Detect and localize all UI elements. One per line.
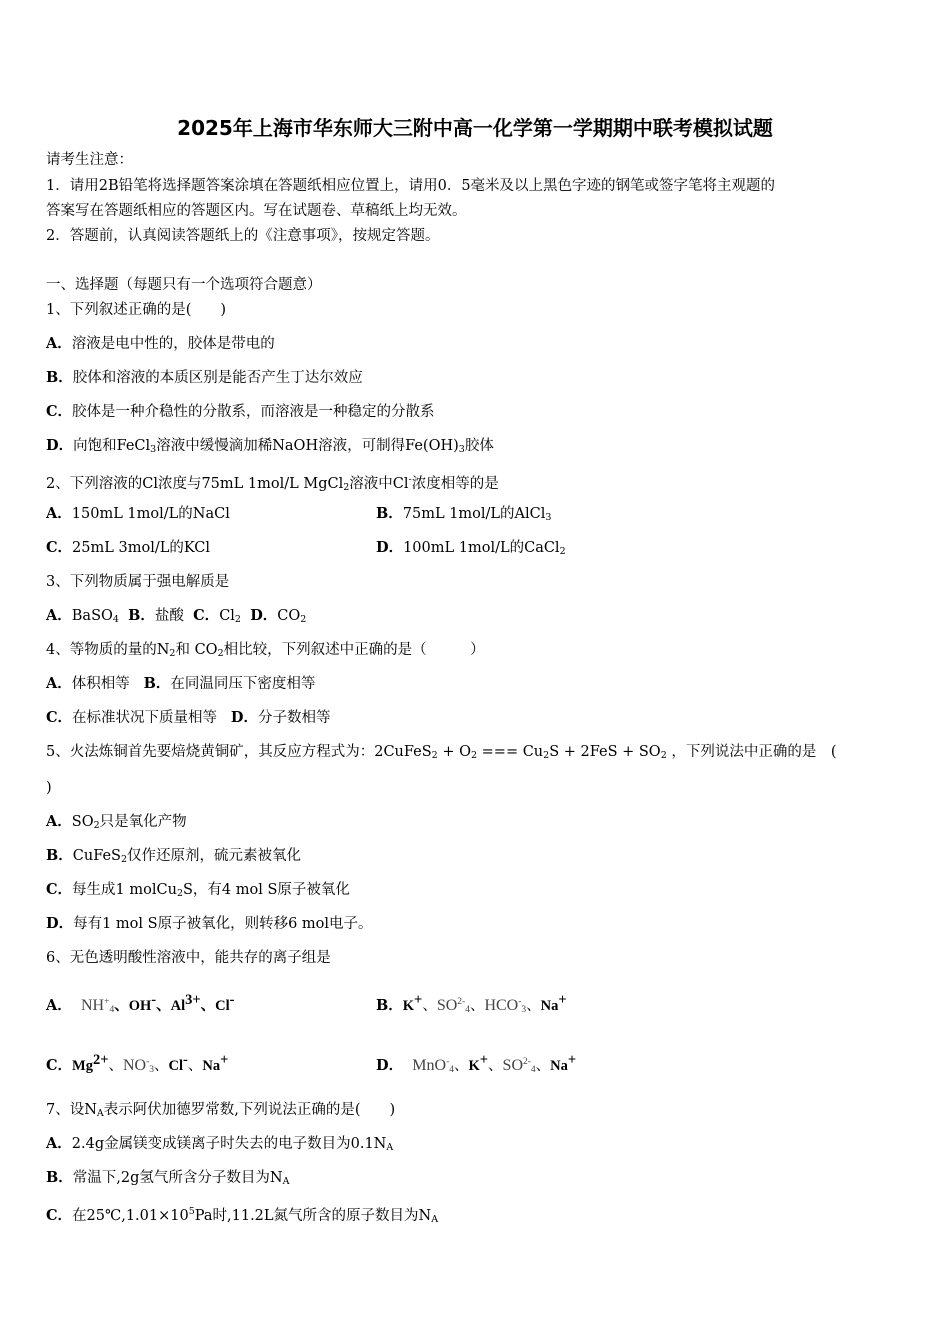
page-title: 2025年上海市华东师大三附中高一化学第一学期期中联考模拟试题 bbox=[177, 116, 773, 140]
separator: 、 bbox=[526, 998, 541, 1014]
q7-option-c bbox=[46, 1202, 438, 1230]
option-text: BaSO bbox=[71, 608, 113, 624]
q2-option-a bbox=[46, 504, 230, 524]
superscript: - bbox=[518, 997, 522, 1007]
ion-formula bbox=[412, 1057, 454, 1074]
q4-options-ab bbox=[46, 674, 315, 694]
subscript: A bbox=[282, 1176, 290, 1187]
ion-text: 、Al bbox=[156, 998, 186, 1014]
option-text: 分子数相等 bbox=[257, 710, 331, 726]
superscript: + bbox=[567, 1052, 577, 1068]
q5-option-b bbox=[46, 846, 301, 870]
option-label: C． bbox=[46, 539, 73, 556]
option-label: B． bbox=[143, 675, 171, 692]
option-text: 在25℃,1.01×10 bbox=[72, 1208, 189, 1224]
option-label: B． bbox=[128, 607, 155, 624]
superscript: 2+ bbox=[92, 1052, 109, 1068]
subscript: 4 bbox=[449, 1065, 454, 1075]
superscript: + bbox=[558, 992, 567, 1008]
subscript: 2 bbox=[169, 648, 176, 659]
option-text: 只是氧化产物 bbox=[99, 814, 187, 830]
q5-option-a bbox=[46, 812, 187, 836]
subscript: 2 bbox=[234, 614, 241, 625]
q6-stem: 6、无色透明酸性溶液中，能共存的离子组是 bbox=[46, 950, 331, 966]
option-label: C． bbox=[46, 1057, 73, 1074]
option-text: 胶体和溶液的本质区别是能否产生丁达尔效应 bbox=[72, 370, 363, 386]
subscript: 2 bbox=[543, 750, 550, 761]
option-label: A． bbox=[46, 813, 72, 830]
option-label: B． bbox=[46, 847, 73, 864]
q2-stem bbox=[46, 470, 499, 498]
option-label: A． bbox=[46, 505, 72, 522]
subscript: A bbox=[386, 1142, 394, 1153]
subscript: A bbox=[431, 1214, 439, 1225]
stem-text: S + 2FeS + SO bbox=[549, 744, 661, 760]
ion-text: HCO bbox=[484, 997, 519, 1014]
separator: 、 bbox=[488, 1058, 503, 1074]
superscript: - bbox=[446, 1057, 450, 1067]
stem-text: 相比较，下列叙述中正确的是（ ） bbox=[223, 642, 485, 658]
superscript: + bbox=[104, 997, 110, 1007]
stem-text: 溶液中Cl bbox=[349, 476, 409, 492]
notice-item-1a: 1．请用2B铅笔将选择题答案涂填在答题纸相应位置上，请用0．5毫米及以上黑色字迹的钢笔或签字笔将主观题的 bbox=[46, 178, 776, 194]
option-label: A． bbox=[46, 607, 72, 624]
ion-text: Na bbox=[550, 1058, 568, 1074]
ion-text: MnO bbox=[412, 1057, 447, 1074]
subscript: 3 bbox=[150, 444, 157, 455]
ion-text: 、Cl bbox=[200, 998, 230, 1014]
stem-text: ，下列说法中正确的是 ( bbox=[666, 744, 837, 760]
ion-formula bbox=[503, 1057, 536, 1074]
q4-stem bbox=[46, 640, 485, 664]
q1-option-d bbox=[46, 436, 494, 460]
stem-text: 表示阿伏加德罗常数,下列说法正确的是( ) bbox=[103, 1102, 396, 1118]
subscript: 3 bbox=[458, 444, 465, 455]
q2-option-d bbox=[376, 538, 566, 562]
superscript: - bbox=[408, 474, 412, 485]
superscript: + bbox=[414, 992, 423, 1008]
option-label: D． bbox=[230, 709, 258, 726]
stem-text: 7、设N bbox=[46, 1102, 97, 1118]
subscript: 4 bbox=[465, 1005, 470, 1015]
notice-heading: 请考生注意： bbox=[46, 152, 133, 168]
q5-stem-cont: ) bbox=[46, 780, 52, 796]
subscript: A bbox=[96, 1108, 104, 1119]
separator: 、 bbox=[454, 1058, 469, 1074]
option-text: SO bbox=[71, 814, 94, 830]
superscript: - bbox=[146, 1057, 150, 1067]
subscript: 2 bbox=[217, 648, 224, 659]
option-text: 150mL 1mol/L的NaCl bbox=[71, 506, 230, 522]
notice-item-1b: 答案写在答题纸相应的答题区内。写在试题卷、草稿纸上均无效。 bbox=[46, 203, 467, 219]
ion-text: K bbox=[402, 998, 415, 1014]
option-text: Cl bbox=[219, 608, 235, 624]
q6-option-c bbox=[46, 1050, 228, 1080]
stem-text: + O bbox=[437, 744, 471, 760]
q7-option-a bbox=[46, 1134, 393, 1158]
subscript: 4 bbox=[530, 1065, 536, 1075]
ion-formula bbox=[123, 1057, 154, 1074]
superscript: - bbox=[183, 1052, 188, 1068]
option-label: A． bbox=[46, 1135, 72, 1152]
option-label: A． bbox=[46, 675, 72, 692]
option-label: D． bbox=[250, 607, 278, 624]
ion-text: SO bbox=[436, 997, 458, 1014]
superscript: + bbox=[220, 1052, 229, 1068]
ion-text: Mg bbox=[72, 1058, 93, 1074]
superscript: 2- bbox=[457, 997, 466, 1007]
option-label: B． bbox=[376, 505, 403, 522]
subscript: 4 bbox=[112, 614, 119, 625]
option-label: B． bbox=[46, 1169, 73, 1186]
option-text: 25mL 3mol/L的KCl bbox=[72, 540, 211, 556]
q5-option-d bbox=[46, 914, 373, 934]
separator: 、 bbox=[108, 1058, 123, 1074]
ion-text: NH bbox=[80, 997, 105, 1014]
option-label: A． bbox=[46, 997, 72, 1014]
ion-text: NO bbox=[123, 1057, 147, 1074]
option-text: 每有1 mol S原子被氧化，则转移6 mol电子。 bbox=[73, 916, 373, 932]
subscript: 2 bbox=[660, 750, 667, 761]
option-label: D． bbox=[46, 437, 74, 454]
q1-option-c bbox=[46, 402, 435, 422]
q1-option-a bbox=[46, 334, 275, 354]
ion-text: Cl bbox=[168, 1058, 184, 1074]
q2-option-b bbox=[376, 504, 551, 528]
option-text: 常温下,2g氢气所含分子数目为N bbox=[72, 1170, 283, 1186]
q2-option-c bbox=[46, 538, 210, 558]
separator: 、 bbox=[535, 1058, 551, 1074]
superscript: 3+ bbox=[185, 992, 201, 1008]
subscript: 2 bbox=[93, 820, 100, 831]
option-label: D． bbox=[376, 1057, 404, 1074]
option-text: 在标准状况下质量相等 bbox=[72, 710, 218, 726]
q6-option-b bbox=[376, 990, 567, 1020]
q5-stem bbox=[46, 742, 837, 766]
option-text: 向饱和FeCl bbox=[73, 438, 151, 454]
subscript: 3 bbox=[521, 1005, 527, 1015]
q7-option-b bbox=[46, 1168, 289, 1192]
option-text: 每生成1 molCu bbox=[72, 882, 177, 898]
ion-formula bbox=[437, 997, 470, 1014]
superscript: + bbox=[479, 1052, 489, 1068]
option-text: 盐酸 bbox=[154, 608, 184, 624]
superscript: 5 bbox=[188, 1206, 195, 1217]
ion-text: Na bbox=[202, 1058, 221, 1074]
q5-option-c bbox=[46, 880, 350, 904]
option-text: 体积相等 bbox=[71, 676, 130, 692]
subscript: 4 bbox=[109, 1005, 115, 1015]
q6-option-d bbox=[376, 1050, 576, 1080]
option-label: B． bbox=[376, 997, 403, 1014]
option-text: 胶体 bbox=[464, 438, 494, 454]
separator: 、 bbox=[422, 998, 437, 1014]
stem-text: === Cu bbox=[477, 744, 544, 760]
ion-text: Na bbox=[540, 998, 559, 1014]
option-text: 100mL 1mol/L的CaCl bbox=[403, 540, 560, 556]
separator: 、 bbox=[187, 1058, 203, 1074]
stem-text: 4、等物质的量的N bbox=[46, 642, 170, 658]
stem-text: 和 CO bbox=[175, 642, 218, 658]
q7-stem bbox=[46, 1100, 395, 1124]
option-text: S，有4 mol S原子被氧化 bbox=[182, 882, 350, 898]
ion-text: K bbox=[468, 1058, 480, 1074]
option-text: CuFeS bbox=[72, 848, 121, 864]
option-label: C． bbox=[46, 403, 73, 420]
option-text: Pa时,11.2L氮气所含的原子数目为N bbox=[194, 1208, 432, 1224]
q1-stem: 1、下列叙述正确的是( ) bbox=[46, 302, 227, 318]
stem-text: 浓度相等的是 bbox=[411, 476, 499, 492]
option-text: 在同温同压下密度相等 bbox=[170, 676, 316, 692]
option-label: D． bbox=[376, 539, 404, 556]
superscript: - bbox=[229, 992, 235, 1008]
q6-option-a bbox=[46, 990, 234, 1020]
option-text: 75mL 1mol/L的AlCl bbox=[402, 506, 546, 522]
option-label: C． bbox=[46, 709, 73, 726]
ion-text: 、OH bbox=[114, 998, 152, 1014]
option-label: D． bbox=[46, 915, 74, 932]
option-text: 2.4g金属镁变成镁离子时失去的电子数目为0.1N bbox=[71, 1136, 387, 1152]
option-text: 胶体是一种介稳性的分散系，而溶液是一种稳定的分散系 bbox=[72, 404, 435, 420]
q4-options-cd bbox=[46, 708, 330, 728]
subscript: 2 bbox=[470, 750, 478, 761]
section-heading: 一、选择题（每题只有一个选项符合题意） bbox=[46, 277, 322, 293]
notice-item-2: 2．答题前，认真阅读答题纸上的《注意事项》，按规定答题。 bbox=[46, 228, 440, 244]
q3-options bbox=[46, 606, 306, 630]
subscript: 2 bbox=[176, 888, 183, 899]
ion-formula bbox=[81, 997, 114, 1014]
subscript: 2 bbox=[300, 614, 307, 625]
subscript: 2 bbox=[559, 546, 566, 557]
ion-text: SO bbox=[502, 1057, 523, 1074]
superscript: 2- bbox=[523, 1057, 531, 1067]
option-text: 仅作还原剂，硫元素被氧化 bbox=[127, 848, 302, 864]
option-label: C． bbox=[46, 1207, 73, 1224]
q1-option-b bbox=[46, 368, 363, 388]
superscript: - bbox=[151, 992, 157, 1008]
subscript: 3 bbox=[149, 1065, 155, 1075]
option-label: B． bbox=[46, 369, 73, 386]
option-label: A． bbox=[46, 335, 72, 352]
q3-stem: 3、下列物质属于强电解质是 bbox=[46, 574, 230, 590]
subscript: 2 bbox=[431, 750, 438, 761]
option-label: C． bbox=[46, 881, 73, 898]
subscript: 2 bbox=[343, 482, 350, 493]
option-text: 溶液是电中性的，胶体是带电的 bbox=[71, 336, 275, 352]
option-label: C． bbox=[193, 607, 220, 624]
separator: 、 bbox=[154, 1058, 169, 1074]
option-text: CO bbox=[277, 608, 301, 624]
ion-formula bbox=[484, 997, 526, 1014]
option-text: 溶液中缓慢滴加稀NaOH溶液，可制得Fe(OH) bbox=[156, 438, 459, 454]
subscript: 2 bbox=[120, 854, 128, 865]
subscript: 3 bbox=[545, 512, 552, 523]
separator: 、 bbox=[469, 998, 485, 1014]
stem-text: 5、火法炼铜首先要焙烧黄铜矿，其反应方程式为：2CuFeS bbox=[46, 744, 432, 760]
stem-text: 2、下列溶液的Cl浓度与75mL 1mol/L MgCl bbox=[46, 476, 344, 492]
